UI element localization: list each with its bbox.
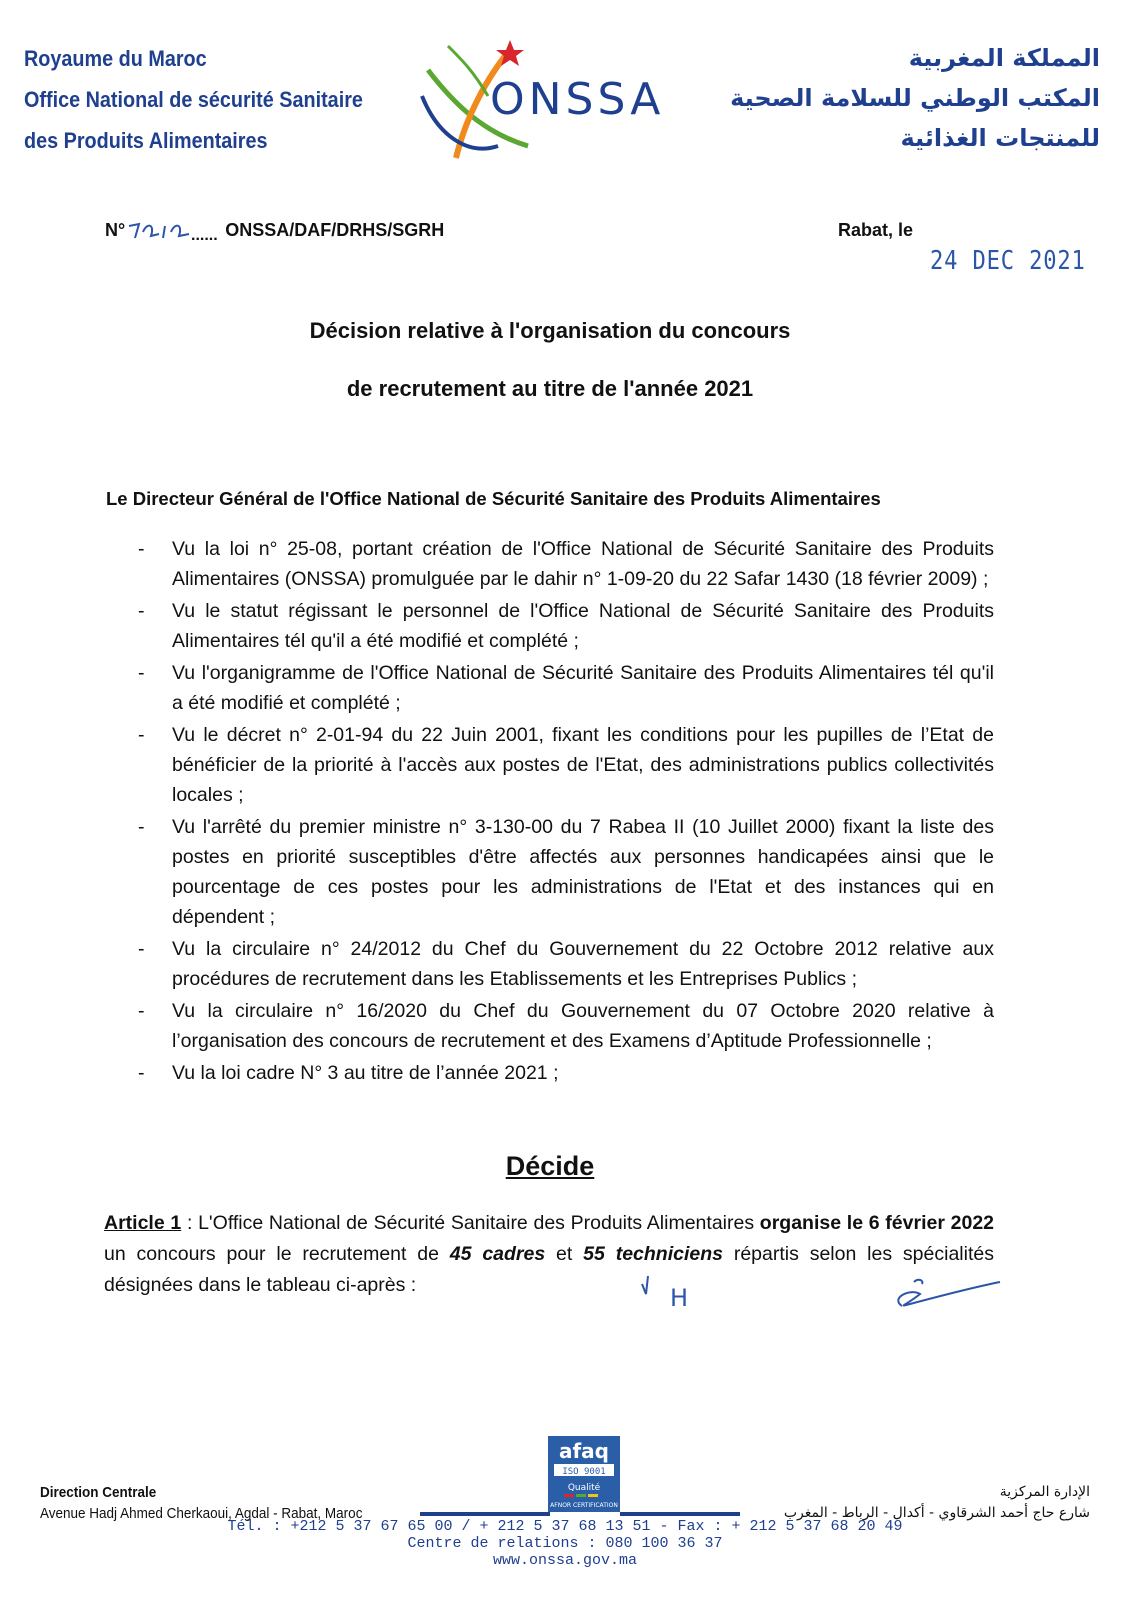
article-1: Article 1 : L'Office National de Sécurité Sanitaire des Produits Alimentaires organise le 6 février 2022 un concours pour le recrutement de 45 cadres et 55 techniciens répartis selon les spécialités désignées dans le tableau ci-après : <box>104 1212 995 1296</box>
header-arabic <box>730 38 1100 158</box>
footer-right-address: شارع حاج أحمد الشرقاوي - أكدال - الرباط - المغرب <box>783 1505 1090 1521</box>
header-fr-line-2: Office National de sécurité Sanitaire <box>24 87 363 112</box>
date-stamp: 24 DEC 2021 <box>930 246 1086 276</box>
header-fr-line-3: des Produits Alimentaires <box>24 128 268 153</box>
handwritten-marks <box>640 1268 1020 1318</box>
onssa-logo <box>418 36 708 166</box>
header-fr-line-1: Royaume du Maroc <box>24 46 207 71</box>
footer-divider-left <box>420 1512 550 1516</box>
list-dash: - <box>138 538 145 560</box>
list-item: - Vu le décret n° 2-01-94 du 22 Juin 2001, fixant les conditions pour les pupilles de l’Etat de bénéficier de la priorité à l'accès aux postes de l'Etat, des administrations publics collectivités locales ; <box>138 720 994 810</box>
list-dash: - <box>138 1062 145 1084</box>
list-dash: - <box>138 1000 145 1022</box>
list-item: - Vu la circulaire n° 24/2012 du Chef du Gouvernement du 22 Octobre 2012 relative aux procédures de recrutement dans les Etablissements et les Entreprises Publics ; <box>138 934 994 994</box>
list-dash: - <box>138 600 145 622</box>
list-dash: - <box>138 816 145 838</box>
list-dash: - <box>138 724 145 746</box>
place-label: Rabat, le <box>838 220 914 240</box>
footer-contacts <box>0 1518 1130 1569</box>
afaq-certification-badge <box>548 1436 620 1512</box>
footer-left-address: Avenue Hadj Ahmed Cherkaoui, Agdal - Rabat, Maroc <box>40 1505 363 1522</box>
considerations-list <box>138 534 994 1090</box>
decision-title-line-1: Décision relative à l'organisation du concours <box>309 318 791 343</box>
decision-title-line-2: de recrutement au titre de l'année 2021 <box>346 376 754 401</box>
director-line: Le Directeur Général de l'Office National de Sécurité Sanitaire des Produits Alimentaires <box>106 488 881 509</box>
header-ar-line-2: المكتب الوطني للسلامة الصحية <box>730 84 1100 112</box>
svg-text:afaq: afaq <box>558 1439 610 1463</box>
logo-wordmark: ONSSA <box>490 74 665 125</box>
footer-relations: Centre de relations : 080 100 36 37 <box>407 1535 723 1552</box>
footer-divider-right <box>620 1512 740 1516</box>
list-item: - Vu la loi n° 25-08, portant création de l'Office National de Sécurité Sanitaire des Produits Alimentaires (ONSSA) promulguée par le dahir n° 1-09-20 du 22 Safar 1430 (18 février 2009) ; <box>138 534 994 594</box>
afaq-logo-icon <box>548 1436 620 1512</box>
list-item: - Vu l'arrêté du premier ministre n° 3-130-00 du 7 Rabea II (10 Juillet 2000) fixant la liste des postes en priorité susceptibles d'être affectés aux personnes handicapées ainsi que le pourcentage de ces postes pour les administrations de l'Etat et des instances qui en dépendent ; <box>138 812 994 932</box>
reference-prefix: N° <box>105 219 126 240</box>
article-1-label: Article 1 <box>104 1212 182 1234</box>
footer-website: www.onssa.gov.ma <box>492 1552 638 1569</box>
svg-text:ISO 9001: ISO 9001 <box>562 1467 606 1477</box>
checkmark-icon <box>640 1268 1020 1318</box>
footer-left-title: Direction Centrale <box>40 1484 157 1501</box>
header-ar-line-1: المملكة المغربية <box>908 44 1100 72</box>
header-french <box>24 38 363 161</box>
svg-text:Qualité: Qualité <box>567 1483 601 1493</box>
reference-suffix: ONSSA/DAF/DRHS/SGRH <box>225 219 445 240</box>
list-item: - Vu le statut régissant le personnel de l'Office National de Sécurité Sanitaire des Produits Alimentaires tél qu'il a été modifié et complété ; <box>138 596 994 656</box>
svg-text:AFNOR CERTIFICATION: AFNOR CERTIFICATION <box>550 1502 618 1509</box>
list-item: - Vu la circulaire n° 16/2020 du Chef du Gouvernement du 07 Octobre 2020 relative à l’organisation des concours de recrutement et des Examens d’Aptitude Professionnelle ; <box>138 996 994 1056</box>
footer-phone: Tél. : +212 5 37 67 65 00 / + 212 5 37 68 13 51 - Fax : + 212 5 37 68 20 49 <box>227 1518 903 1535</box>
reference-number <box>105 218 444 244</box>
list-dash: - <box>138 938 145 960</box>
header-ar-line-3: للمنتجات الغذائية <box>900 124 1100 152</box>
list-dash: - <box>138 662 145 684</box>
list-item: - Vu l'organigramme de l'Office National de Sécurité Sanitaire des Produits Alimentaires tél qu'il a été modifié et complété ; <box>138 658 994 718</box>
decide-heading: Décide <box>505 1151 595 1181</box>
svg-text:......: ...... <box>191 227 218 244</box>
list-item: - Vu la loi cadre N° 3 au titre de l’année 2021 ; <box>138 1058 994 1088</box>
footer-right-title: الإدارة المركزية <box>999 1484 1090 1500</box>
handwritten-number-icon <box>125 218 225 244</box>
svg-text:H: H <box>670 1284 689 1312</box>
